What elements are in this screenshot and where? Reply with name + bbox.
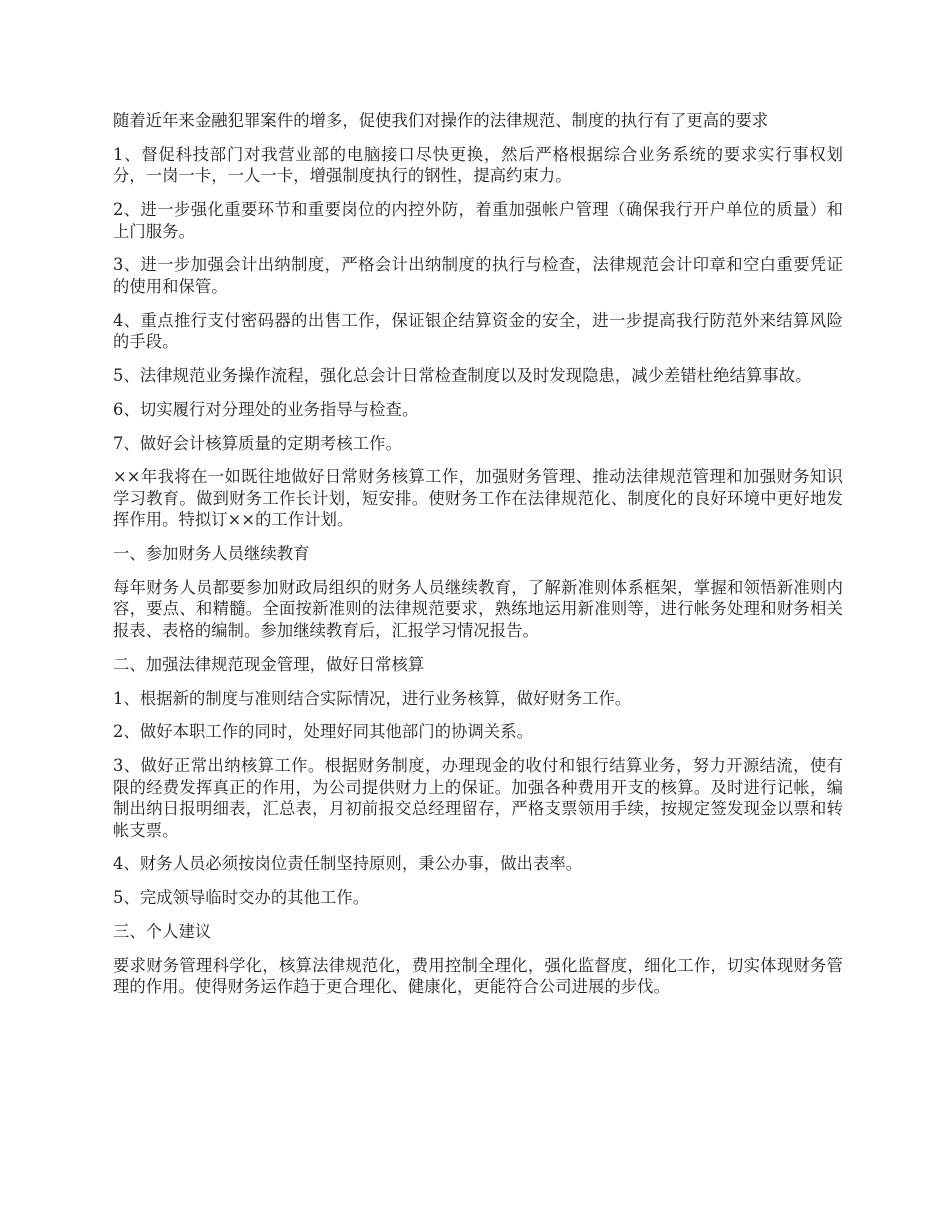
- list-item: 2、做好本职工作的同时，处理好同其他部门的协调关系。: [113, 722, 533, 742]
- section-heading: 三、个人建议: [113, 922, 212, 942]
- list-item: 5、完成领导临时交办的其他工作。: [113, 888, 370, 908]
- intro-paragraph: 随着近年来金融犯罪案件的增多，促使我们对操作的法律规范、制度的执行有了更高的要求: [113, 111, 769, 130]
- body-paragraph: 每年财务人员都要参加财政局组织的财务人员继续教育，了解新准则体系框架，掌握和领悟新准则内容，要点、和精髓。全面按新准则的法律规范要求，熟练地运用新准则等，进行帐务处理和财务相关报表、表格的编制。参加继续教育后，汇报学习情况报告。: [113, 577, 843, 640]
- list-item: 1、根据新的制度与准则结合实际情况，进行业务核算，做好财务工作。: [113, 688, 632, 708]
- list-item: 1、督促科技部门对我营业部的电脑接口尽快更换，然后严格根据综合业务系统的要求实行事权划分，一岗一卡，一人一卡，增强制度执行的钢性，提高约束力。: [113, 144, 843, 186]
- section-heading: 二、加强法律规范现金管理，做好日常核算: [113, 654, 425, 674]
- list-item: 3、做好正常出纳核算工作。根据财务制度，办理现金的收付和银行结算业务，努力开源结流，使有限的经费发挥真正的作用，为公司提供财力上的保证。加强各种费用开支的核算。及时进行记帐，编制出纳日报明细表，汇总表，月初前报交总经理留存，严格支票领用手续，按规定签发现金以票和转帐支票。: [113, 756, 843, 840]
- list-item: 4、财务人员必须按岗位责任制坚持原则，秉公办事，做出表率。: [113, 854, 583, 874]
- document-body: [113, 110, 843, 1010]
- section-heading: 一、参加财务人员继续教育: [113, 544, 310, 564]
- list-item: 3、进一步加强会计出纳制度，严格会计出纳制度的执行与检查，法律规范会计印章和空白重要凭证的使用和保管。: [113, 255, 843, 296]
- list-item: 7、做好会计核算质量的定期考核工作。: [113, 433, 402, 453]
- list-item: 4、重点推行支付密码器的出售工作，保证银企结算资金的安全，进一步提高我行防范外来结算风险的手段。: [113, 310, 843, 352]
- list-item: 5、法律规范业务操作流程，强化总会计日常检查制度以及时发现隐患，减少差错杜绝结算事故。: [113, 365, 812, 385]
- body-paragraph: 要求财务管理科学化，核算法律规范化，费用控制全理化，强化监督度，细化工作，切实体现财务管理的作用。使得财务运作趋于更合理化、健康化，更能符合公司进展的步伐。: [113, 955, 843, 997]
- plan-intro-paragraph: ××年我将在一如既往地做好日常财务核算工作，加强财务管理、推动法律规范管理和加强财务知识学习教育。做到财务工作长计划，短安排。使财务工作在法律规范化、制度化的良好环境中更好地发挥作用。特拟订××的工作计划。: [113, 467, 843, 530]
- list-item: 2、进一步强化重要环节和重要岗位的内控外防，着重加强帐户管理（确保我行开户单位的质量）和上门服务。: [113, 200, 843, 241]
- list-item: 6、切实履行对分理处的业务指导与检查。: [113, 399, 419, 419]
